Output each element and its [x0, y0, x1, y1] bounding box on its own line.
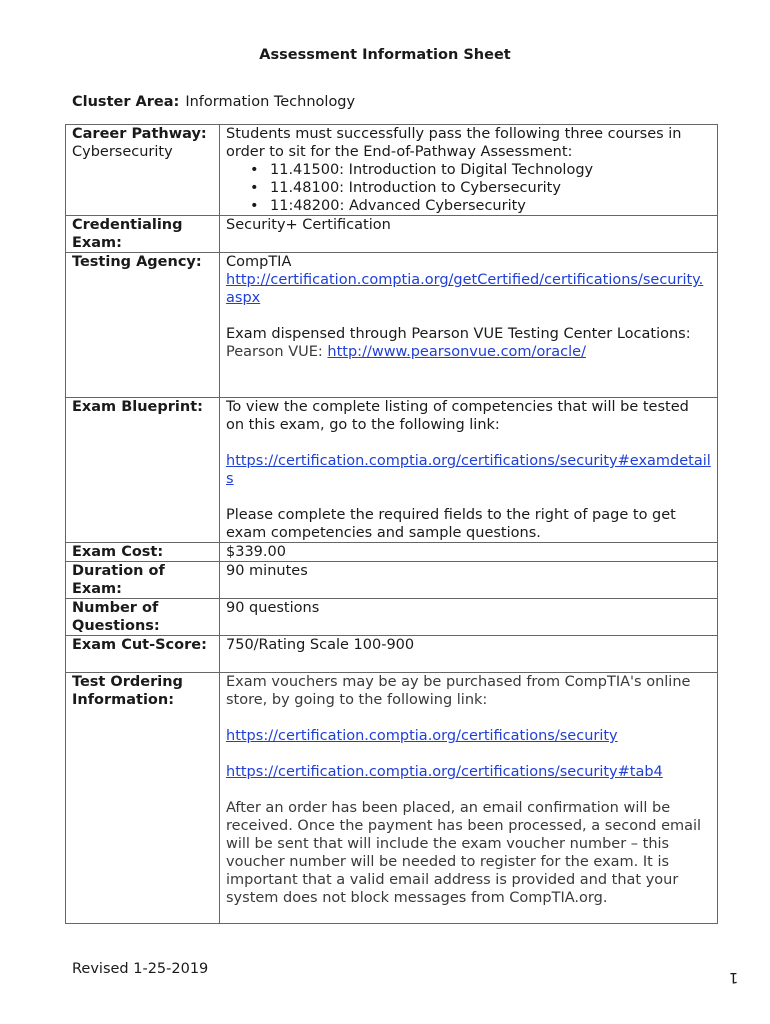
- questions-label: Number of Questions:: [72, 600, 160, 634]
- agency-link[interactable]: http://certification.comptia.org/getCertified/certifications/security.aspx: [226, 272, 704, 306]
- cluster-label: Cluster Area:: [72, 94, 180, 110]
- row-test-ordering: [66, 673, 718, 924]
- blueprint-note: Please complete the required fields to the right of page to get exam competencies and sample questions.: [226, 507, 676, 541]
- cost-label: Exam Cost:: [72, 544, 164, 560]
- row-cut-score: [66, 636, 718, 673]
- assessment-table: [65, 124, 718, 924]
- row-career-pathway: [66, 125, 718, 216]
- row-exam-cost: [66, 543, 718, 562]
- career-pathway-label: Career Pathway:: [72, 126, 207, 142]
- course-item: • 11.48100: Introduction to Cybersecurity: [270, 179, 711, 197]
- page-number: 1: [729, 969, 739, 985]
- cluster-value: Information Technology: [185, 94, 356, 110]
- row-exam-blueprint: [66, 398, 718, 543]
- page-title: Assessment Information Sheet: [259, 47, 511, 63]
- row-testing-agency: [66, 253, 718, 398]
- questions-value: 90 questions: [226, 600, 320, 616]
- row-duration: [66, 562, 718, 599]
- cutscore-value: 750/Rating Scale 100-900: [226, 637, 415, 653]
- row-credentialing-exam: [66, 216, 718, 253]
- credential-value: Security+ Certification: [226, 217, 391, 233]
- ordering-intro: Exam vouchers may be ay be purchased from CompTIA's online store, by going to the following link:: [226, 674, 691, 708]
- career-pathway-value: Cybersecurity: [72, 144, 173, 160]
- row-questions: [66, 599, 718, 636]
- pearson-link[interactable]: http://www.pearsonvue.com/oracle/: [327, 344, 586, 360]
- blueprint-link[interactable]: https://certification.comptia.org/certifications/security#examdetails: [226, 453, 711, 487]
- credential-label: Credentialing Exam:: [72, 217, 183, 251]
- dispensed-text: Exam dispensed through Pearson VUE Testing Center Locations:: [226, 326, 691, 342]
- agency-label: Testing Agency:: [72, 254, 202, 270]
- cutscore-label: Exam Cut-Score:: [72, 637, 207, 653]
- blueprint-intro: To view the complete listing of competencies that will be tested on this exam, go to the following link:: [226, 399, 689, 433]
- course-item: • 11.41500: Introduction to Digital Technology: [270, 161, 711, 179]
- cluster-area: [72, 93, 355, 111]
- duration-label: Duration of Exam:: [72, 563, 165, 597]
- ordering-link-2[interactable]: https://certification.comptia.org/certifications/security#tab4: [226, 764, 663, 780]
- duration-value: 90 minutes: [226, 563, 308, 579]
- ordering-link-1[interactable]: https://certification.comptia.org/certifications/security: [226, 728, 618, 744]
- ordering-label: Test Ordering Information:: [72, 674, 183, 708]
- ordering-note: After an order has been placed, an email confirmation will be received. Once the payment has been processed, a second email will be sent that will include the exam voucher number – this voucher number will be needed to register for the exam. It is important that a valid email address is provided and that your system does not block messages from CompTIA.org.: [226, 800, 702, 906]
- course-item: • 11:48200: Advanced Cybersecurity: [270, 197, 711, 215]
- blueprint-label: Exam Blueprint:: [72, 399, 203, 415]
- revised-date: Revised 1-25-2019: [72, 961, 209, 977]
- pearson-label: Pearson VUE:: [226, 344, 328, 360]
- pathway-intro: Students must successfully pass the following three courses in order to sit for the End-of-Pathway Assessment:: [226, 126, 682, 160]
- course-list: [226, 161, 711, 215]
- cost-value: $339.00: [226, 544, 286, 560]
- agency-name: CompTIA: [226, 254, 292, 270]
